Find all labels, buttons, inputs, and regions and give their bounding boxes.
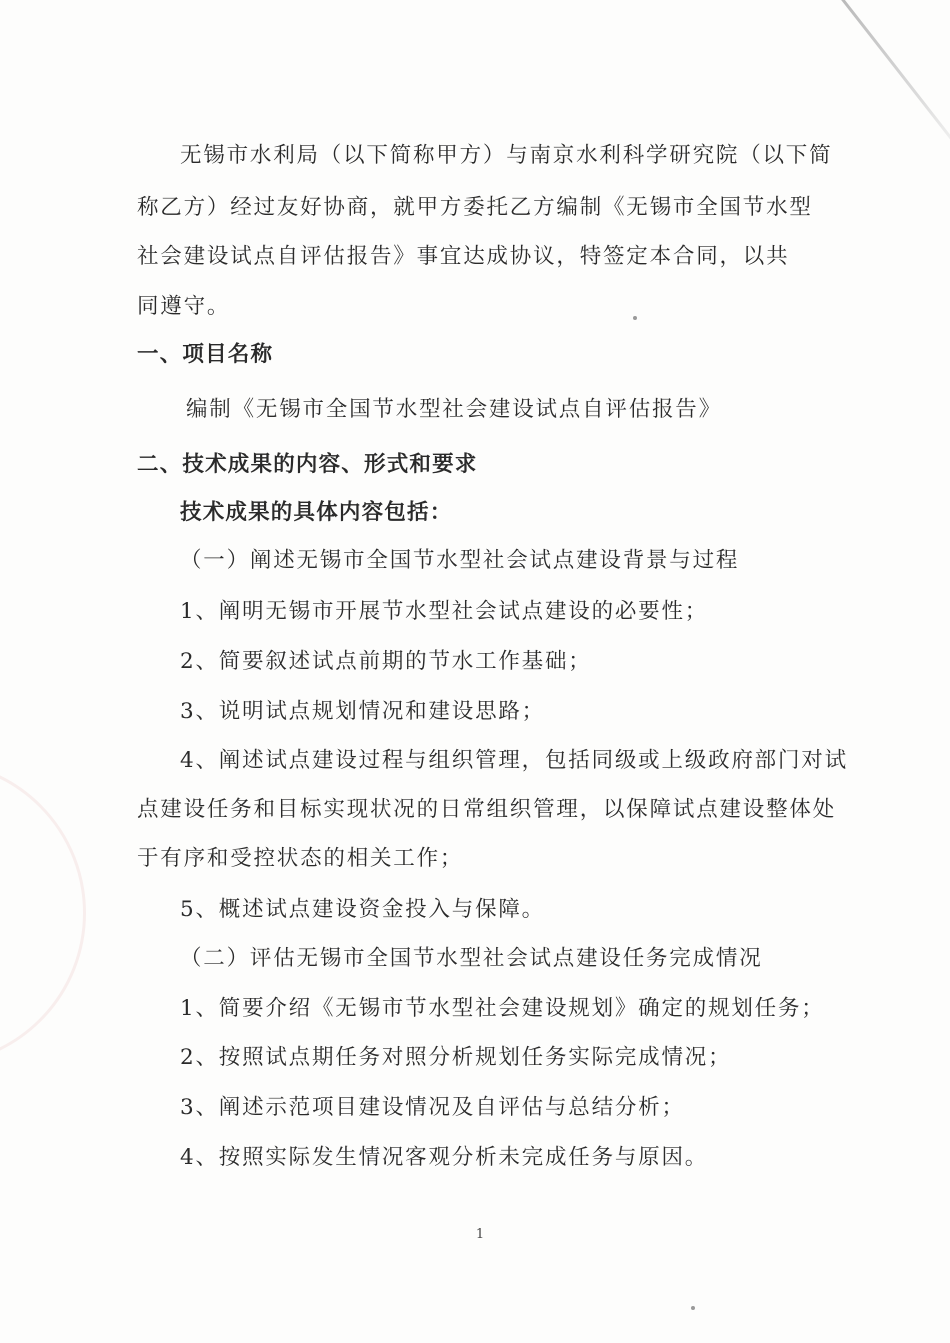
intro-line-4: 同遵守。 [137,294,231,319]
part2-item-1: 1、简要介绍《无锡市节水型社会建设规划》确定的规划任务； [180,996,825,1021]
scan-speck [691,1306,695,1310]
section2-subheading: 技术成果的具体内容包括： [180,500,453,525]
page-number: 1 [475,1227,485,1242]
part2-title: （二）评估无锡市全国节水型社会试点建设任务完成情况 [180,946,763,971]
part1-item-4-line-3: 于有序和受控状态的相关工作； [137,846,464,871]
part1-item-4-line-1: 4、阐述试点建设过程与组织管理，包括同级或上级政府部门对试 [180,748,848,773]
part1-item-5: 5、概述试点建设资金投入与保障。 [180,897,545,922]
faint-stamp-mark [0,760,86,1066]
section2-heading: 二、技术成果的内容、形式和要求 [137,452,478,477]
section1-heading: 一、项目名称 [137,342,274,367]
part1-title: （一）阐述无锡市全国节水型社会试点建设背景与过程 [180,548,740,573]
scan-speck [633,316,637,320]
part1-item-1: 1、阐明无锡市开展节水型社会试点建设的必要性； [180,599,709,624]
intro-line-1: 无锡市水利局（以下简称甲方）与南京水利科学研究院（以下简 [180,143,833,168]
part2-item-2: 2、按照试点期任务对照分析规划任务实际完成情况； [180,1045,732,1070]
part1-item-2: 2、简要叙述试点前期的节水工作基础； [180,649,592,674]
intro-line-2: 称乙方）经过友好协商，就甲方委托乙方编制《无锡市全国节水型 [137,195,813,220]
scan-edge-mark [838,0,950,169]
intro-line-3: 社会建设试点自评估报告》事宜达成协议，特签定本合同，以共 [137,244,790,269]
part2-item-3: 3、阐述示范项目建设情况及自评估与总结分析； [180,1095,685,1120]
part1-item-3: 3、说明试点规划情况和建设思路； [180,699,545,724]
section1-body: 编制《无锡市全国节水型社会建设试点自评估报告》 [186,397,722,422]
part1-item-4-line-2: 点建设任务和目标实现状况的日常组织管理，以保障试点建设整体处 [137,797,837,822]
part2-item-4: 4、按照实际发生情况客观分析未完成任务与原因。 [180,1145,709,1170]
